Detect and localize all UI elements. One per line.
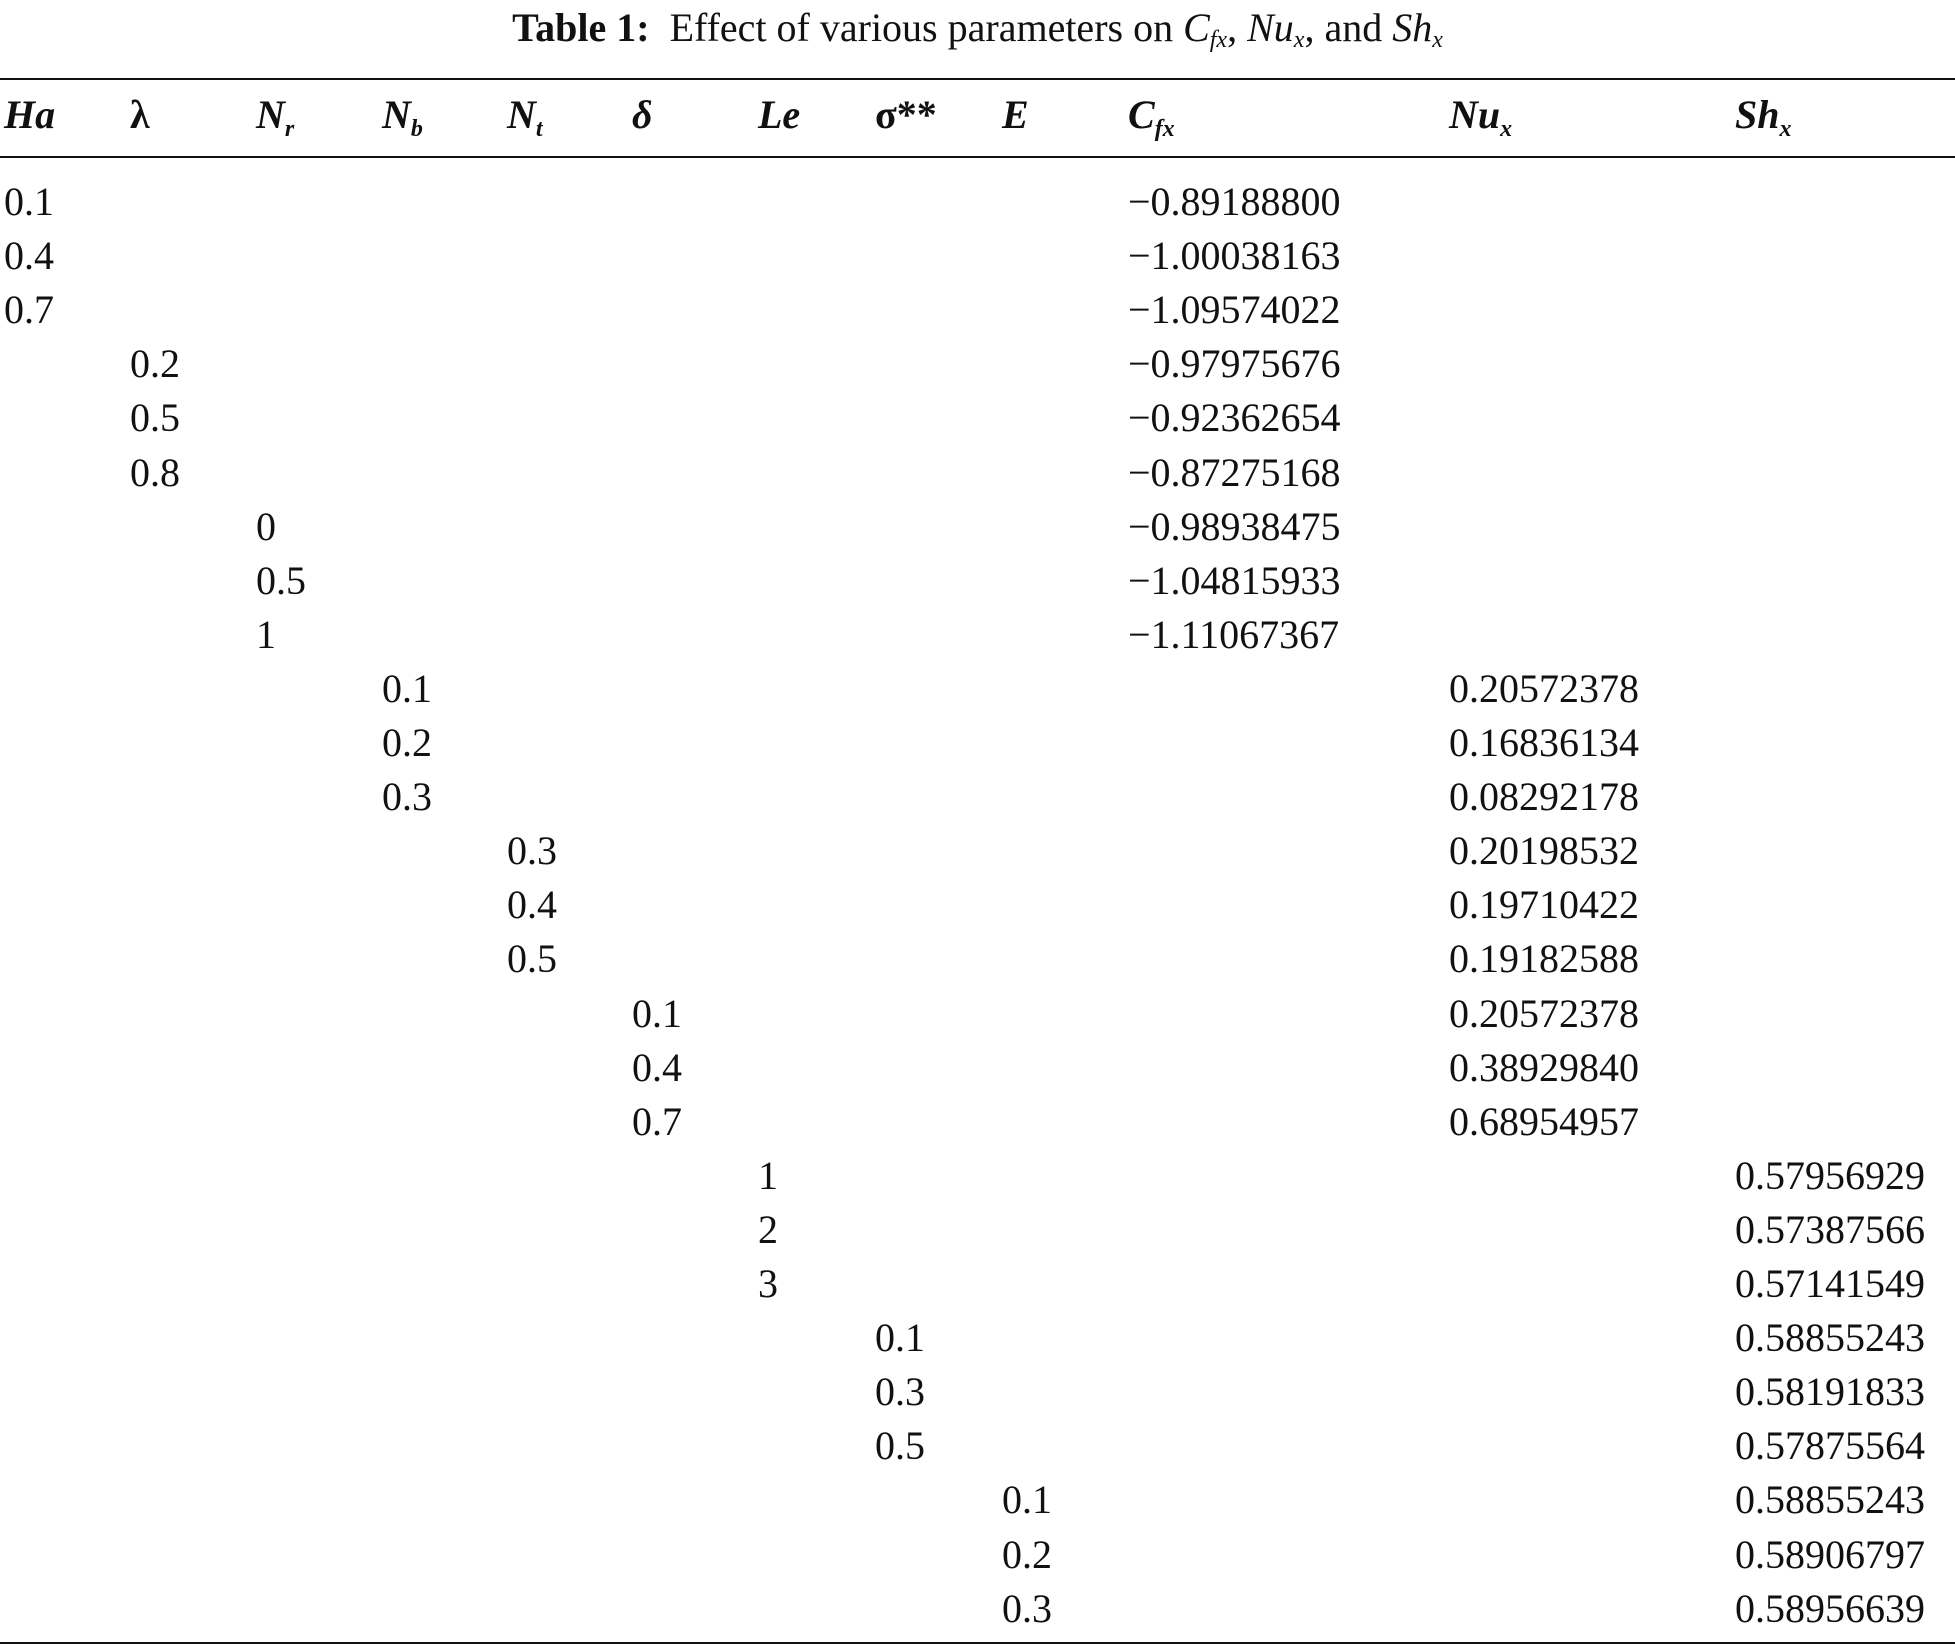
table-cell-param: 2 — [758, 1207, 778, 1252]
table-cell-result: 0.19182588 — [1449, 936, 1639, 981]
table-cell-result: −1.11067367 — [1128, 612, 1340, 657]
column-header-cfx: $C_{fx}$ — [1128, 92, 1175, 142]
table-cell-result: 0.58191833 — [1735, 1369, 1925, 1414]
table-cell-param: 0.1 — [632, 991, 682, 1036]
table-cell-result: −0.98938475 — [1128, 504, 1341, 549]
table-cell-result: 0.57141549 — [1735, 1261, 1925, 1306]
column-header-delta: δ — [632, 92, 653, 137]
table-cell-result: 0.58855243 — [1735, 1315, 1925, 1360]
table-cell-param: 0.1 — [875, 1315, 925, 1360]
table-top-rule — [0, 78, 1955, 80]
table-cell-param: 0.1 — [4, 179, 54, 224]
table-cell-result: 0.57387566 — [1735, 1207, 1925, 1252]
column-header-nb: $N_b$ — [382, 92, 423, 142]
table-cell-result: 0.16836134 — [1449, 720, 1639, 765]
table-cell-result: 0.58855243 — [1735, 1477, 1925, 1522]
table-cell-param: 1 — [758, 1153, 778, 1198]
column-header-sigma: σ** — [875, 92, 937, 137]
table-cell-result: −0.87275168 — [1128, 450, 1341, 495]
column-header-nr: $N_r$ — [256, 92, 295, 142]
table-cell-result: −0.89188800 — [1128, 179, 1341, 224]
table-caption: Table 1: Effect of various parameters on $C_{fx}$, $Nu_x$, and $Sh_x$ — [512, 5, 1443, 53]
column-header-le: Le — [758, 92, 801, 137]
table-cell-param: 3 — [758, 1261, 778, 1306]
table-cell-result: 0.20572378 — [1449, 666, 1639, 711]
table-cell-result: −1.00038163 — [1128, 233, 1341, 278]
table-cell-param: 0.1 — [1002, 1477, 1052, 1522]
caption-shx: $Sh_x$ — [1392, 5, 1443, 53]
table-cell-param: 0.3 — [507, 828, 557, 873]
table-cell-param: 0.4 — [4, 233, 54, 278]
table-cell-param: 1 — [256, 612, 276, 657]
table-cell-result: 0.57875564 — [1735, 1423, 1925, 1468]
table-cell-result: 0.58956639 — [1735, 1586, 1925, 1631]
table-cell-result: 0.38929840 — [1449, 1045, 1639, 1090]
table-cell-result: 0.08292178 — [1449, 774, 1639, 819]
table-cell-param: 0.7 — [632, 1099, 682, 1144]
caption-text: Effect of various parameters on — [669, 5, 1184, 50]
table-cell-param: 0.3 — [382, 774, 432, 819]
table-header-rule — [0, 156, 1955, 158]
table-cell-param: 0.8 — [130, 450, 180, 495]
table-cell-param: 0.5 — [875, 1423, 925, 1468]
table-cell-param: 0.5 — [507, 936, 557, 981]
table-cell-result: 0.20198532 — [1449, 828, 1639, 873]
column-header-e: E — [1002, 92, 1029, 137]
table-cell-result: 0.58906797 — [1735, 1532, 1925, 1577]
table-cell-result: 0.57956929 — [1735, 1153, 1925, 1198]
caption-label: Table 1: — [512, 5, 650, 50]
table-cell-param: 0.1 — [382, 666, 432, 711]
column-header-ha: Ha — [4, 92, 56, 137]
table-bottom-rule — [0, 1642, 1955, 1644]
table-cell-param: 0.4 — [632, 1045, 682, 1090]
table-cell-result: 0.19710422 — [1449, 882, 1639, 927]
table-cell-result: −0.97975676 — [1128, 341, 1341, 386]
column-header-nux: $Nu_x$ — [1449, 92, 1513, 142]
column-header-nt: $N_t$ — [507, 92, 543, 142]
column-header-lambda: λ — [130, 92, 150, 137]
table-cell-result: −1.04815933 — [1128, 558, 1341, 603]
table-cell-result: −0.92362654 — [1128, 395, 1341, 440]
table-cell-param: 0.3 — [1002, 1586, 1052, 1631]
column-header-shx: $Sh_x$ — [1735, 92, 1792, 142]
table-cell-param: 0.7 — [4, 287, 54, 332]
table-cell-result: −1.09574022 — [1128, 287, 1341, 332]
table-cell-param: 0.5 — [130, 395, 180, 440]
table-cell-result: 0.68954957 — [1449, 1099, 1639, 1144]
table-cell-param: 0.4 — [507, 882, 557, 927]
table-cell-param: 0.2 — [382, 720, 432, 765]
table-cell-param: 0.5 — [256, 558, 306, 603]
table-cell-param: 0 — [256, 504, 276, 549]
table-cell-param: 0.3 — [875, 1369, 925, 1414]
caption-nux: $Nu_x$ — [1247, 5, 1305, 53]
caption-cfx: $C_{fx}$ — [1183, 5, 1228, 53]
table-cell-param: 0.2 — [130, 341, 180, 386]
table-cell-result: 0.20572378 — [1449, 991, 1639, 1036]
table-cell-param: 0.2 — [1002, 1532, 1052, 1577]
